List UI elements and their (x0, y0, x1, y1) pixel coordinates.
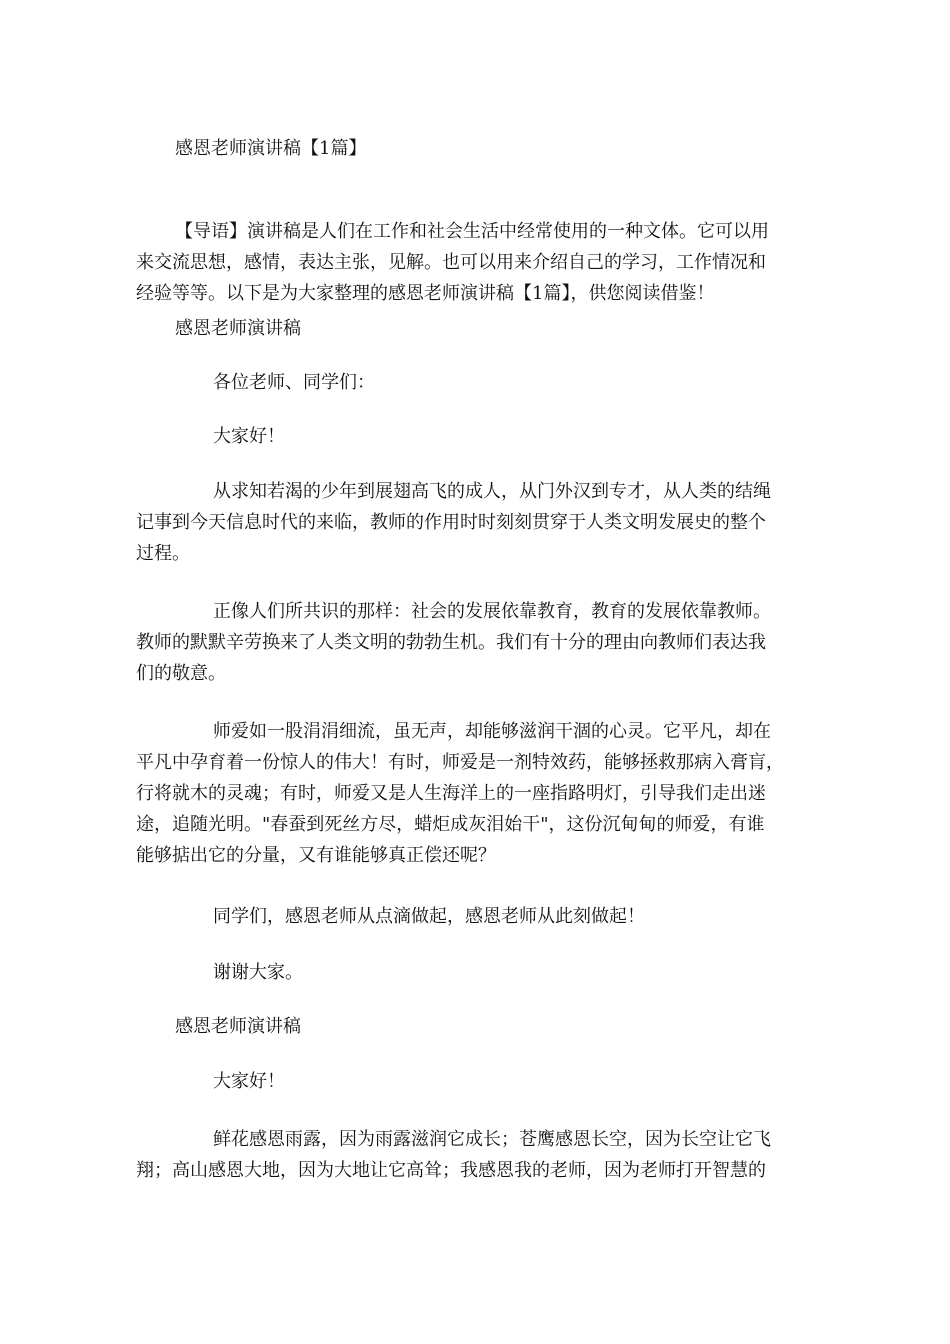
speech1-para1-line-3: 过程。 (136, 543, 190, 564)
speech2-greeting: 大家好！ (213, 1071, 285, 1092)
speech1-para1-line-1: 从求知若渴的少年到展翅高飞的成人，从门外汉到专才，从人类的结绳 (213, 481, 771, 502)
speech1-para2-line-1: 正像人们所共识的那样：社会的发展依靠教育，教育的发展依靠教师。 (213, 601, 771, 622)
document-title: 感恩老师演讲稿【1篇】 (175, 138, 367, 159)
speech1-closing: 谢谢大家。 (213, 962, 303, 983)
speech1-salutation: 各位老师、同学们： (213, 372, 375, 393)
speech1-greeting: 大家好！ (213, 426, 285, 447)
speech1-para3-line-3: 行将就木的灵魂；有时，师爱又是人生海洋上的一座指路明灯，引导我们走出迷 (136, 783, 766, 804)
speech1-para3-line-4: 途，追随光明。"春蚕到死丝方尽，蜡炬成灰泪始干"，这份沉甸甸的师爱，有谁 (136, 814, 765, 835)
speech2-heading: 感恩老师演讲稿 (175, 1016, 301, 1037)
intro-line-3: 经验等等。以下是为大家整理的感恩老师演讲稿【1篇】，供您阅读借鉴！ (136, 283, 715, 304)
intro-line-1: 【导语】演讲稿是人们在工作和社会生活中经常使用的一种文体。它可以用 (175, 221, 769, 242)
speech1-heading: 感恩老师演讲稿 (175, 318, 301, 339)
speech2-para1-line-1: 鲜花感恩雨露，因为雨露滋润它成长；苍鹰感恩长空，因为长空让它飞 (213, 1129, 771, 1150)
speech1-para3-line-1: 师爱如一股涓涓细流，虽无声，却能够滋润干涸的心灵。它平凡，却在 (213, 721, 771, 742)
speech1-para2-line-3: 们的敬意。 (136, 663, 226, 684)
speech1-para4: 同学们，感恩老师从点滴做起，感恩老师从此刻做起！ (213, 906, 645, 927)
intro-line-2: 来交流思想，感情，表达主张，见解。也可以用来介绍自己的学习，工作情况和 (136, 252, 766, 273)
speech2-para1-line-2: 翔；高山感恩大地，因为大地让它高耸；我感恩我的老师，因为老师打开智慧的 (136, 1160, 766, 1181)
speech1-para2-line-2: 教师的默默辛劳换来了人类文明的勃勃生机。我们有十分的理由向教师们表达我 (136, 632, 766, 653)
speech1-para3-line-2: 平凡中孕育着一份惊人的伟大！有时，师爱是一剂特效药，能够拯救那病入膏肓， (136, 752, 784, 773)
speech1-para3-line-5: 能够掂出它的分量，又有谁能够真正偿还呢？ (136, 845, 496, 866)
speech1-para1-line-2: 记事到今天信息时代的来临，教师的作用时时刻刻贯穿于人类文明发展史的整个 (136, 512, 766, 533)
